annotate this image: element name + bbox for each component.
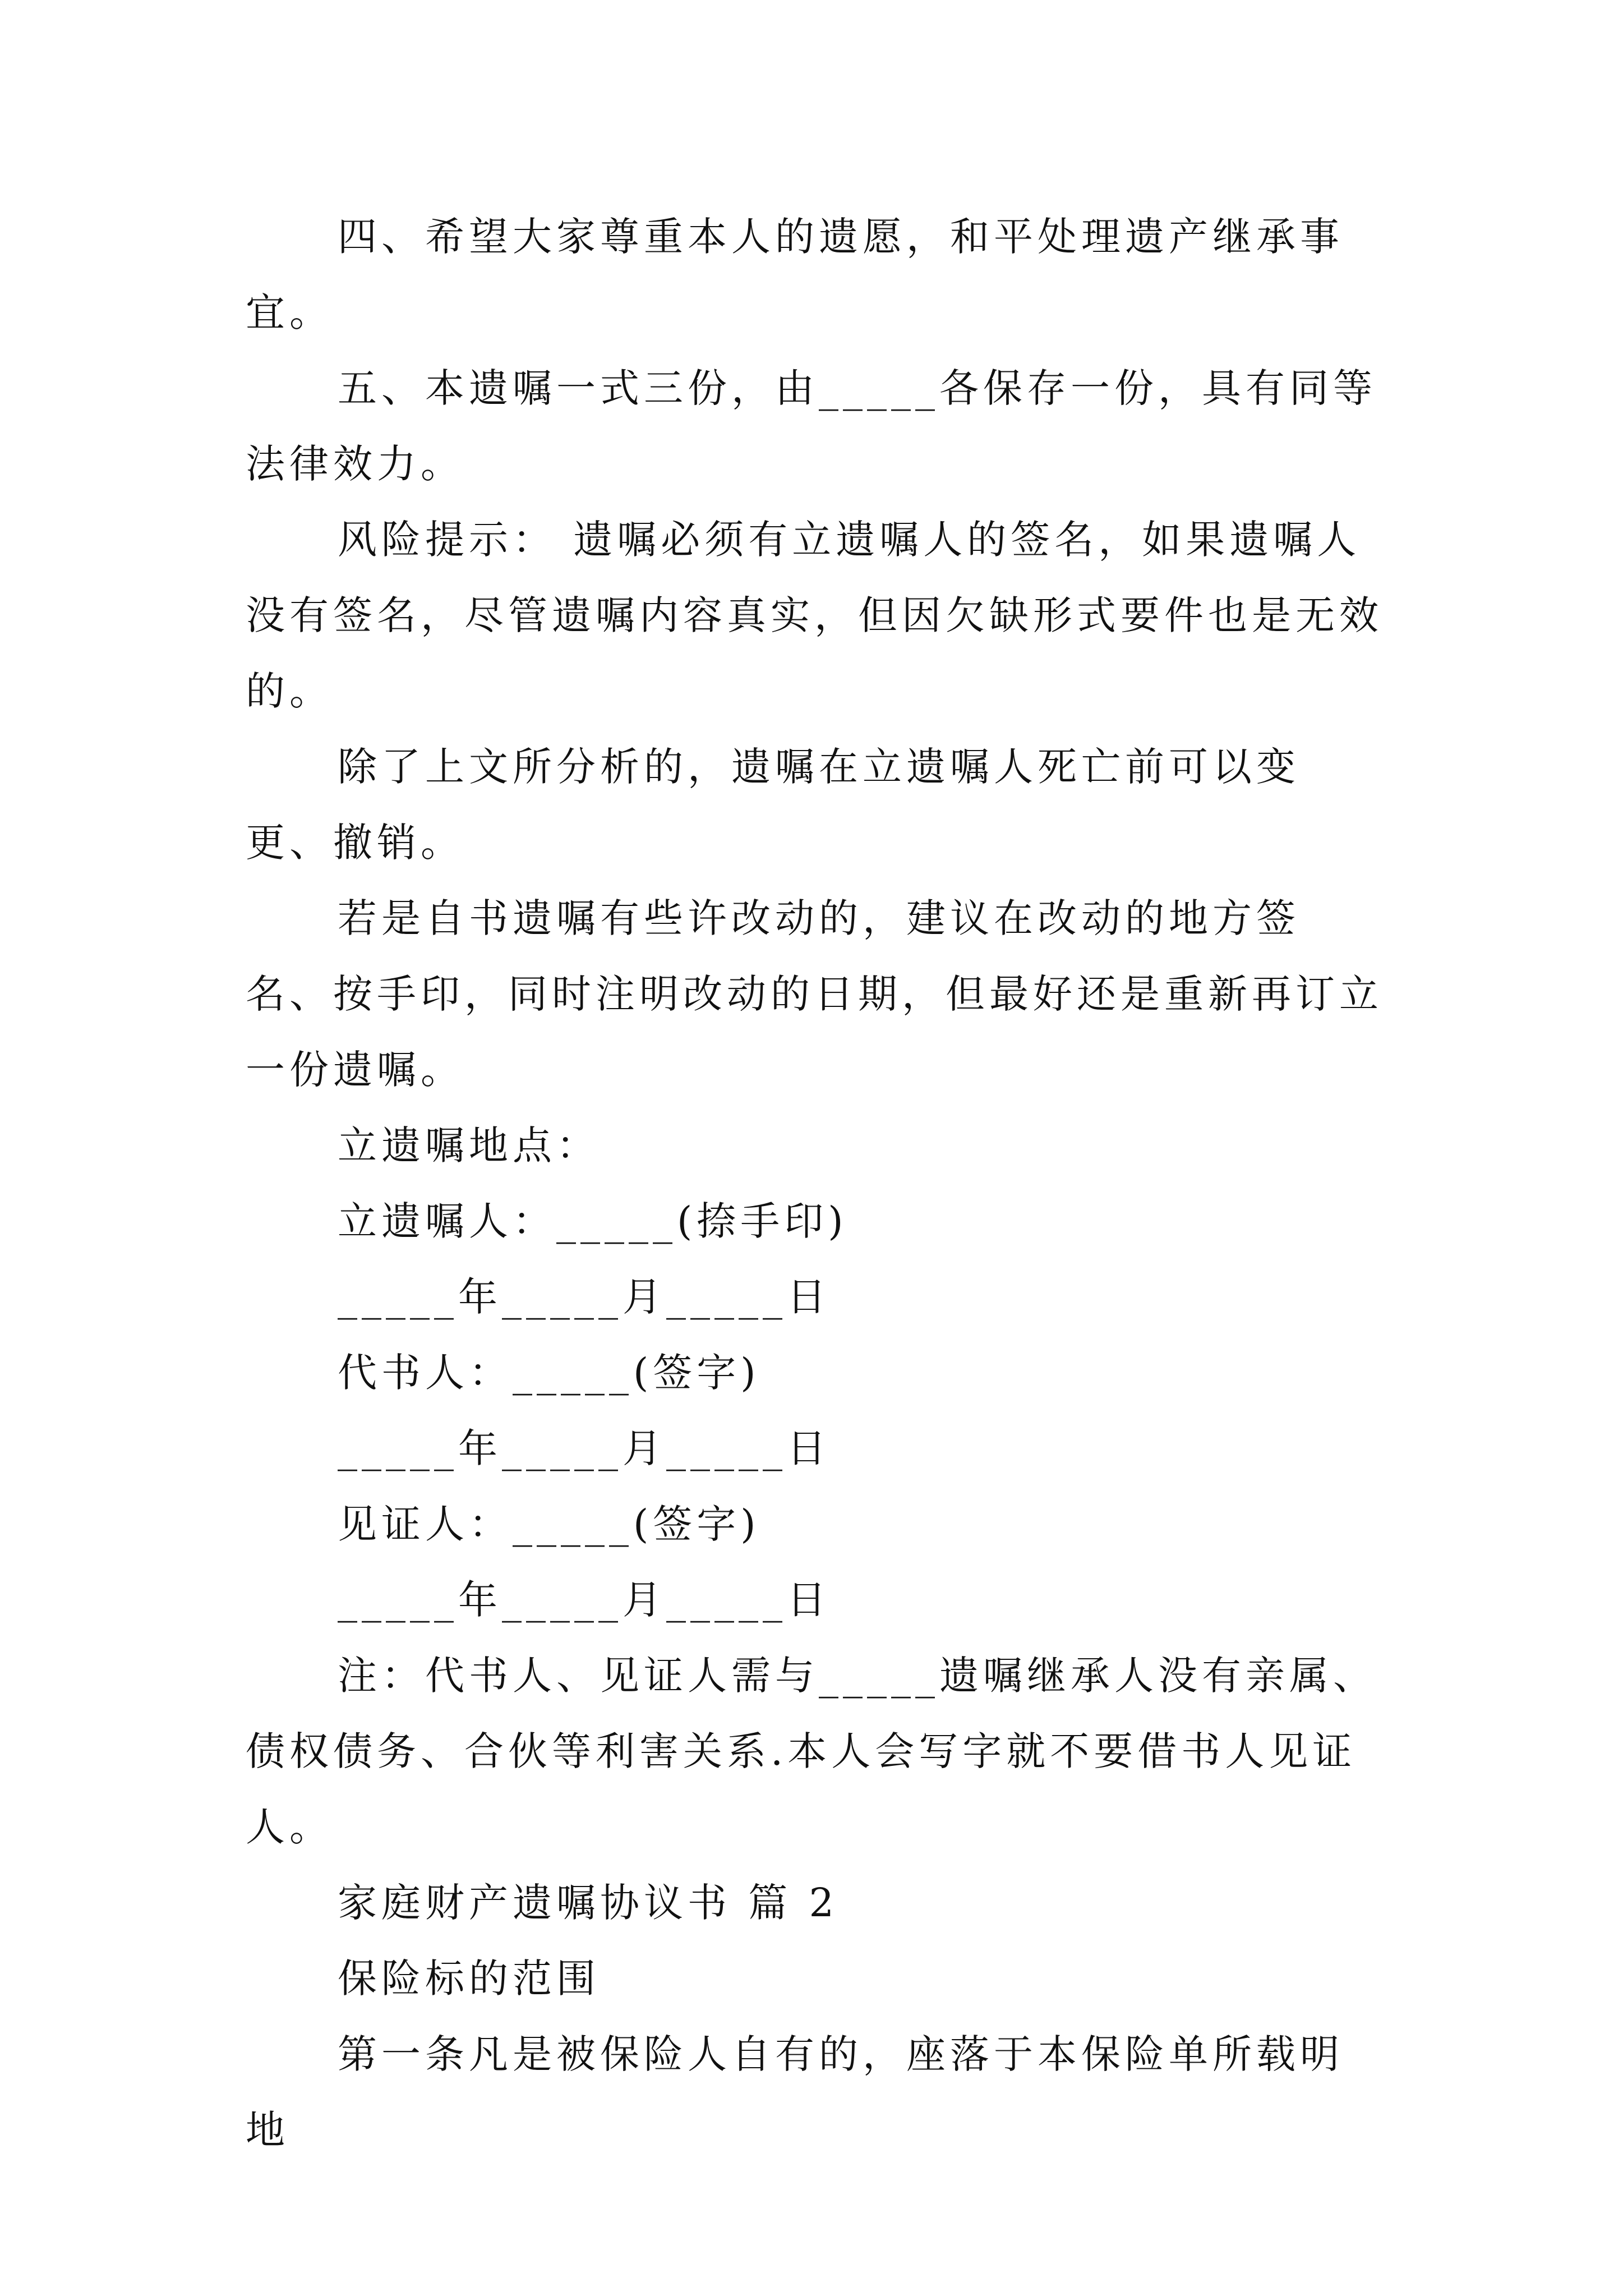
note-paragraph: 注：代书人、见证人需与_____遗嘱继承人没有亲属、债权债务、合伙等利害关系.本人会写字就不要借书人见证人。 — [246, 1653, 1377, 1850]
article-one-paragraph: 第一条凡是被保险人自有的，座落于本保险单所载明地 — [246, 2031, 1344, 2153]
testator-date-line: _____年_____月_____日 — [338, 1274, 831, 1320]
witness-date-line: _____年_____月_____日 — [338, 1577, 831, 1623]
section-title-part-2: 家庭财产遗嘱协议书 篇 2 — [338, 1880, 839, 1926]
will-location-label: 立遗嘱地点： — [338, 1122, 600, 1168]
risk-warning-paragraph: 风险提示： 遗嘱必须有立遗嘱人的签名，如果遗嘱人没有签名，尽管遗嘱内容真实，但因欠缺形式要件也是无效的。 — [246, 517, 1383, 714]
scribe-date-line: _____年_____月_____日 — [338, 1425, 831, 1471]
witness-signature-line: 见证人：_____(签字) — [338, 1501, 760, 1547]
document-body — [246, 199, 1384, 2168]
scribe-signature-line: 代书人：_____(签字) — [338, 1350, 760, 1396]
paragraph-item-4: 四、希望大家尊重本人的遗愿，和平处理遗产继承事宜。 — [246, 214, 1344, 335]
paragraph-item-5: 五、本遗嘱一式三份，由_____各保存一份，具有同等法律效力。 — [246, 365, 1377, 487]
testator-signature-line: 立遗嘱人：_____(捺手印) — [338, 1198, 848, 1244]
insured-subject-heading: 保险标的范围 — [338, 1955, 600, 2001]
paragraph-handwritten-changes: 若是自书遗嘱有些许改动的，建议在改动的地方签名、按手印，同时注明改动的日期，但最好还是重新再订立一份遗嘱。 — [246, 895, 1383, 1093]
paragraph-change-revoke: 除了上文所分析的，遗嘱在立遗嘱人死亡前可以变更、撤销。 — [246, 744, 1300, 866]
